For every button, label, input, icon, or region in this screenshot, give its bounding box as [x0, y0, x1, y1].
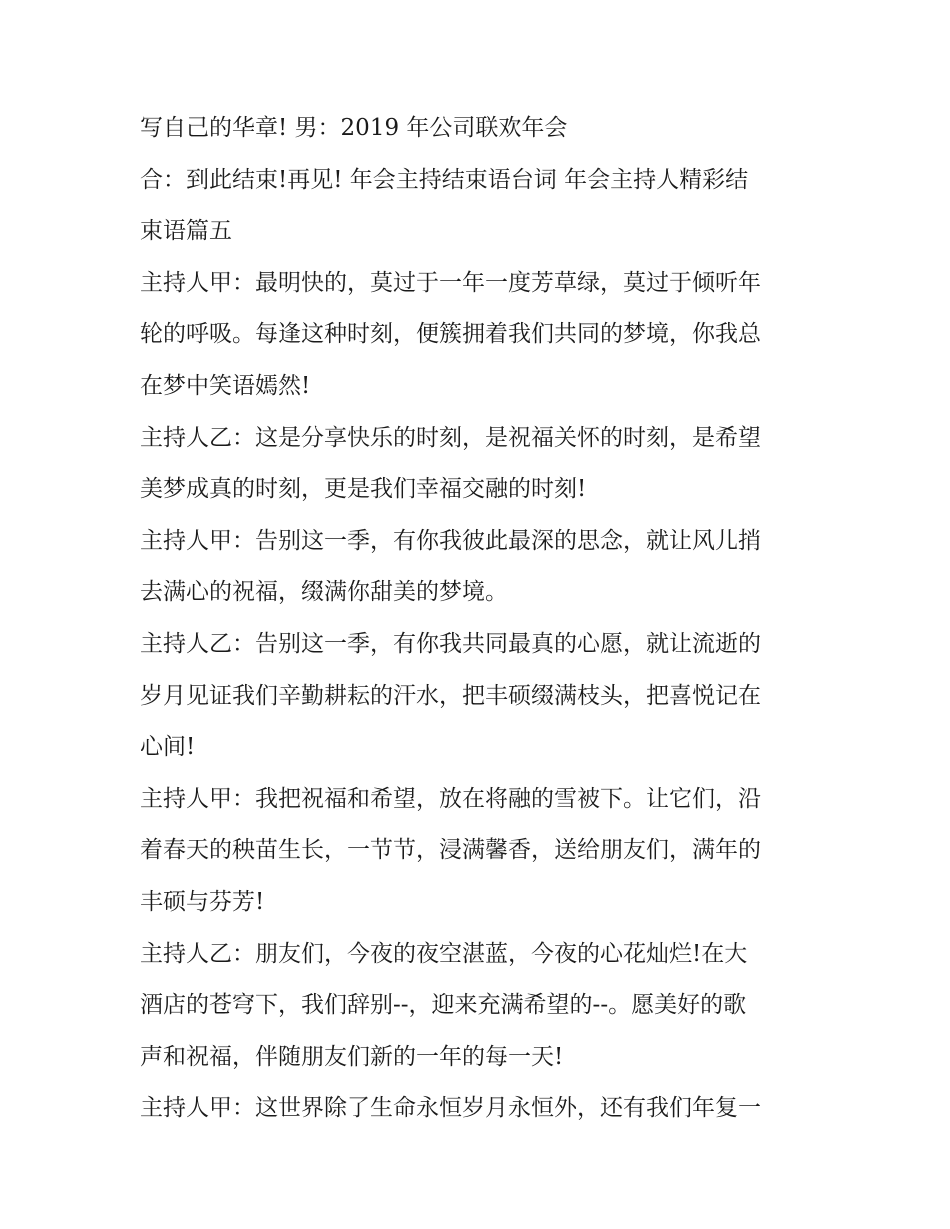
text-line: 写自己的华章! 男：2019 年公司联欢年会: [140, 115, 568, 141]
text-line: 美梦成真的时刻，更是我们幸福交融的时刻!: [140, 476, 587, 503]
text-line: 主持人甲：最明快的，莫过于一年一度芳草绿，莫过于倾听年: [140, 269, 761, 296]
text-line: 酒店的苍穹下，我们辞别--，迎来充满希望的--。愿美好的歌: [140, 992, 747, 1019]
text-line: 着春天的秧苗生长，一节节，浸满馨香，送给朋友们，满年的: [140, 837, 761, 864]
text-line: 主持人甲：我把祝福和希望，放在将融的雪被下。让它们，沿: [140, 785, 761, 812]
text-line: 主持人乙：这是分享快乐的时刻，是祝福关怀的时刻，是希望: [140, 424, 761, 451]
text-line: 岁月见证我们辛勤耕耘的汗水，把丰硕缀满枝头，把喜悦记在: [140, 682, 761, 709]
text-line: 声和祝福，伴随朋友们新的一年的每一天!: [140, 1043, 564, 1070]
text-line: 在梦中笑语嫣然!: [140, 372, 311, 399]
text-line: 心间!: [140, 734, 196, 761]
text-line: 主持人甲：这世界除了生命永恒岁月永恒外，还有我们年复一: [140, 1095, 761, 1122]
text-line: 去满心的祝福，缀满你甜美的梦境。: [140, 579, 508, 606]
text-line: 丰硕与芬芳!: [140, 888, 265, 915]
text-line: 合：到此结束!再见! 年会主持结束语台词 年会主持人精彩结: [140, 166, 749, 193]
text-line: 束语篇五: [140, 218, 232, 245]
document-body: [140, 103, 830, 1135]
text-line: 轮的呼吸。每逢这种时刻，便簇拥着我们共同的梦境，你我总: [140, 321, 761, 348]
text-line: 主持人乙：告别这一季，有你我共同最真的心愿，就让流逝的: [140, 630, 761, 657]
text-line: 主持人甲：告别这一季，有你我彼此最深的思念，就让风儿捎: [140, 527, 761, 554]
text-line: 主持人乙：朋友们，今夜的夜空湛蓝，今夜的心花灿烂!在大: [140, 940, 748, 967]
